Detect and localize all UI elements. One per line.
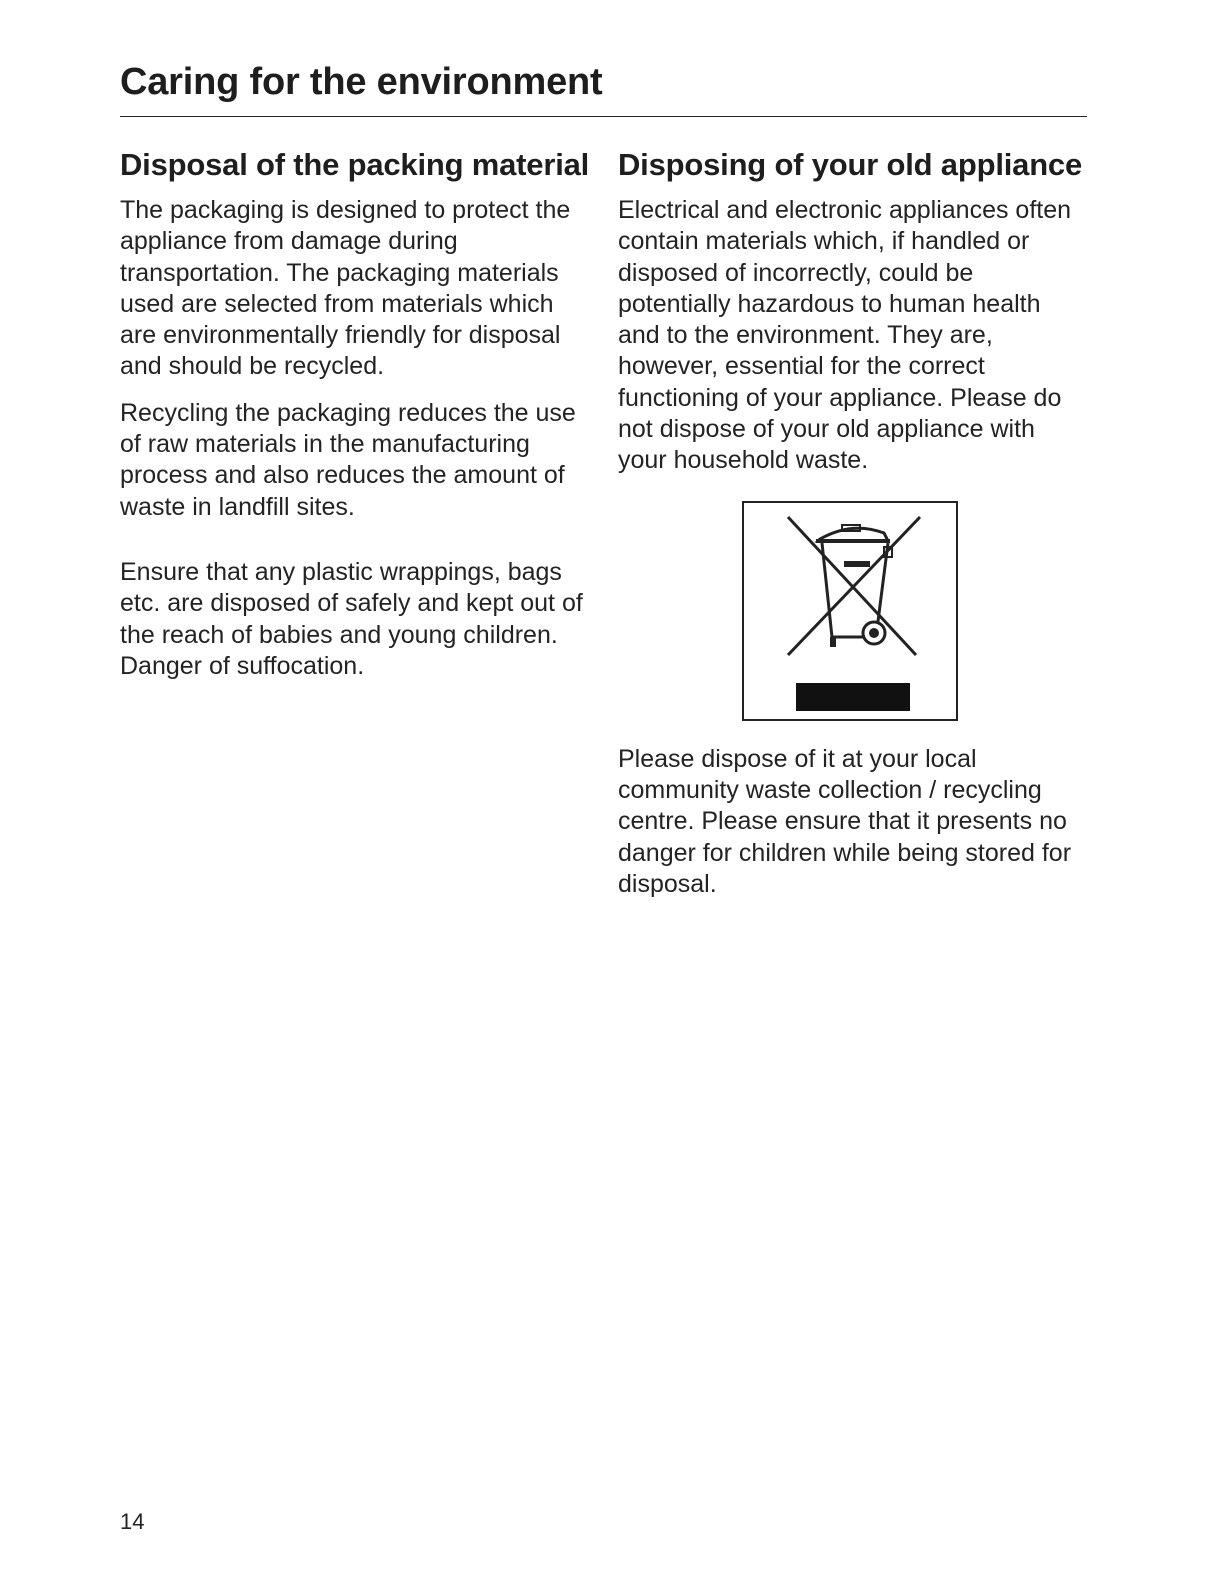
appliance-paragraph-1: Electrical and electronic appliances often contain materials which, if handled or disposed of incorrectly, could be potentially hazardous to human health and to the environment. They are, however, essential for the correct functioning of your appliance. Please do not dispose of your old appliance with your household waste. (618, 196, 1072, 475)
packing-disposal-heading: Disposal of the packing material (120, 147, 590, 182)
left-column (120, 146, 590, 682)
packing-paragraph-1: The packaging is designed to protect the appliance from damage during transportation. The packaging materials used are selected from materials which are environmentally friendly for disposal and should be recycled. (120, 196, 571, 381)
page-title: Caring for the environment (120, 61, 603, 103)
weee-symbol-frame (742, 501, 958, 721)
crossed-out-wheelie-bin-icon (744, 503, 960, 723)
title-divider (120, 116, 1087, 117)
appliance-disposal-heading: Disposing of your old appliance (618, 147, 1083, 182)
appliance-paragraph-2: Please dispose of it at your local community waste collection / recycling centre. Please ensure that it presents no danger for children while being stored for disposal. (618, 744, 1072, 898)
packing-paragraph-2: Recycling the packaging reduces the use of raw materials in the manufacturing process and also reduces the amount of waste in landfill sites. (120, 398, 576, 521)
right-column (618, 146, 1088, 900)
page-number: 14 (120, 1509, 145, 1534)
packing-paragraph-3: Ensure that any plastic wrappings, bags etc. are disposed of safely and kept out of the reach of babies and young children. Danger of suffocation. (120, 557, 583, 680)
